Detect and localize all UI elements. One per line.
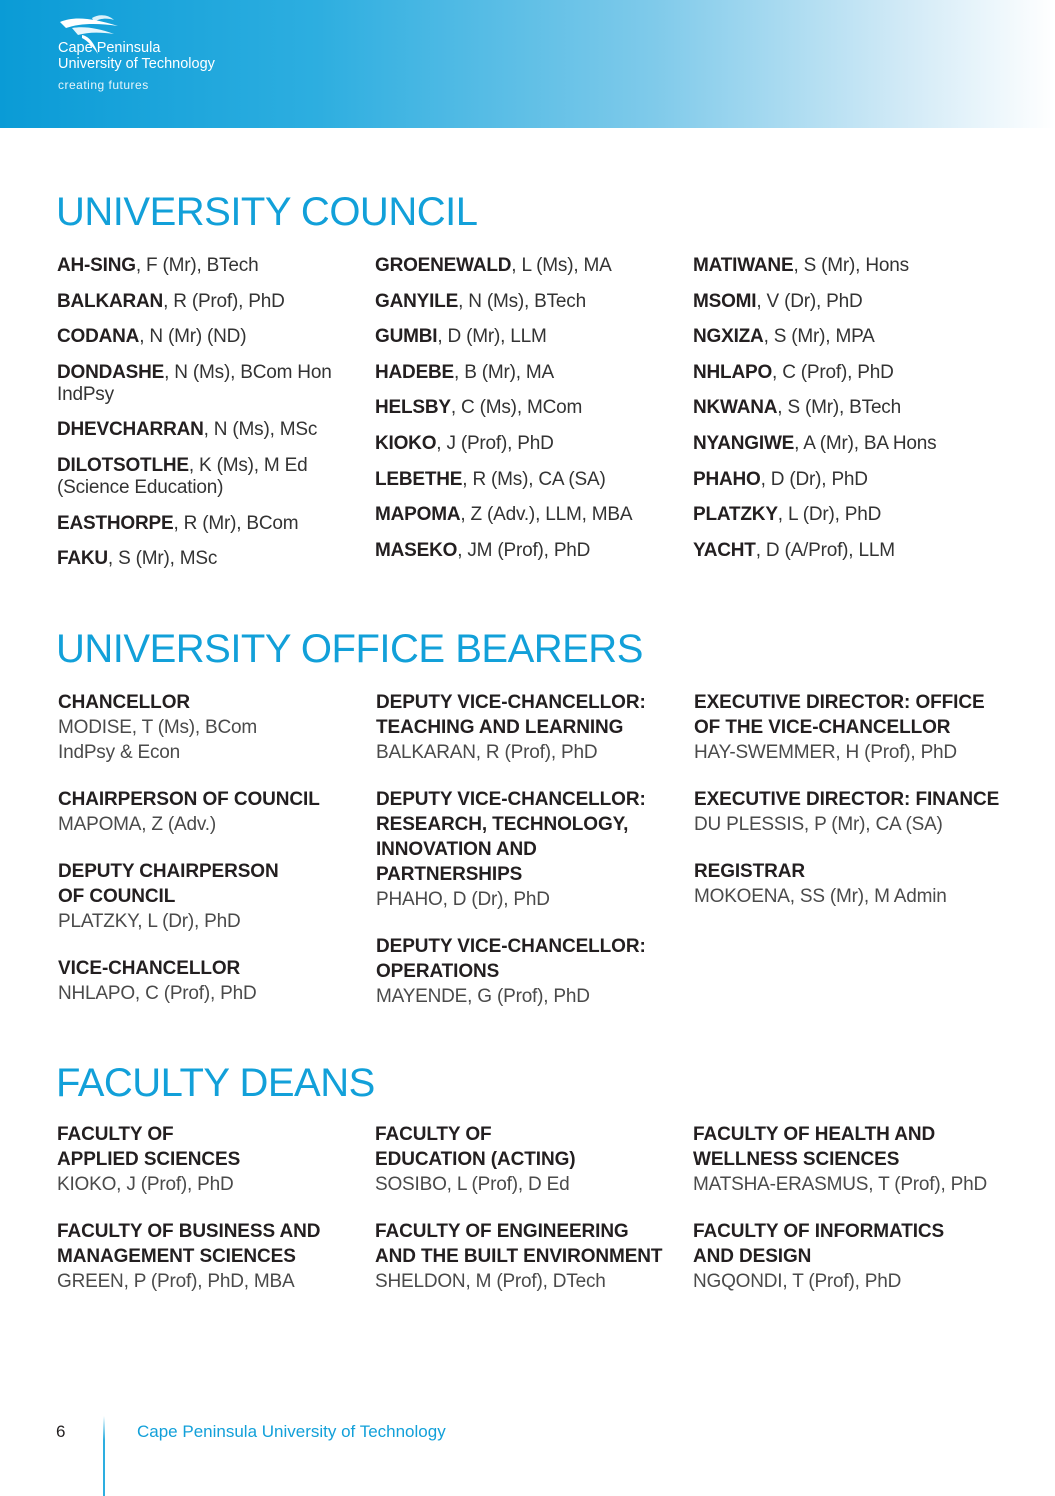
council-member-details: , K (Ms), M Ed (Science Education) xyxy=(57,454,308,498)
council-member-surname: NGXIZA xyxy=(693,326,764,348)
council-member xyxy=(693,504,993,526)
council-member-details: , D (Dr), PhD xyxy=(760,468,868,490)
deans-column-2 xyxy=(375,1122,690,1316)
council-member-surname: YACHT xyxy=(693,539,756,561)
faculty-dean-entry xyxy=(693,1122,1013,1197)
logo-text-line1: Cape Peninsula xyxy=(58,40,161,56)
council-member xyxy=(57,548,357,570)
footer-divider xyxy=(103,1416,105,1496)
council-member xyxy=(375,433,675,455)
council-member xyxy=(375,326,675,348)
council-member xyxy=(693,291,993,313)
office-bearers-heading: UNIVERSITY OFFICE BEARERS xyxy=(56,627,643,671)
footer-university-name: Cape Peninsula University of Technology xyxy=(137,1422,446,1441)
council-member-surname: AH-SING xyxy=(57,255,136,276)
council-column-2 xyxy=(375,255,675,575)
council-member-details: , R (Mr), BCom xyxy=(173,512,299,534)
council-member xyxy=(57,326,357,348)
faculty-dean-title: FACULTY OF ENGINEERING AND THE BUILT ENVIRONMENT xyxy=(375,1221,663,1267)
office-bearer-title: CHANCELLOR xyxy=(58,692,190,713)
office-bearer-holder: BALKARAN, R (Prof), PhD xyxy=(376,742,598,763)
faculty-dean-title: FACULTY OF INFORMATICS AND DESIGN xyxy=(693,1221,945,1267)
council-member xyxy=(57,291,357,313)
faculty-dean-holder: MATSHA-ERASMUS, T (Prof), PhD xyxy=(693,1174,988,1195)
office-bearer-title: REGISTRAR xyxy=(694,861,805,882)
office-bearer-holder: HAY-SWEMMER, H (Prof), PhD xyxy=(694,742,957,763)
council-member-surname: HELSBY xyxy=(375,397,451,419)
council-member xyxy=(693,326,993,348)
council-member-surname: NYANGIWE xyxy=(693,432,795,454)
council-member xyxy=(375,504,675,526)
office-bearer-entry xyxy=(694,690,1014,765)
council-member xyxy=(693,469,993,491)
council-column-3 xyxy=(693,255,993,575)
office-bearer-holder: NHLAPO, C (Prof), PhD xyxy=(58,983,257,1004)
council-member xyxy=(693,397,993,419)
council-member xyxy=(375,469,675,491)
council-member-details: , A (Mr), BA Hons xyxy=(794,432,937,454)
council-member-surname: GANYILE xyxy=(375,290,459,312)
logo-text-line2: University of Technology xyxy=(58,56,215,72)
office-bearer-title: DEPUTY VICE-CHANCELLOR: TEACHING AND LEARNING xyxy=(376,692,646,738)
council-member-details: , C (Prof), PhD xyxy=(772,361,894,383)
faculty-dean-entry xyxy=(693,1219,1013,1294)
faculty-dean-title: FACULTY OF BUSINESS AND MANAGEMENT SCIENCES xyxy=(57,1221,321,1267)
council-heading: UNIVERSITY COUNCIL xyxy=(56,190,478,234)
office-bearer-entry xyxy=(58,787,358,837)
office-bearer-holder: MODISE, T (Ms), BCom IndPsy & Econ xyxy=(58,717,258,763)
council-member xyxy=(375,291,675,313)
logo-tagline: creating futures xyxy=(58,78,149,92)
council-member xyxy=(57,455,357,499)
office-bearer-title: DEPUTY CHAIRPERSON OF COUNCIL xyxy=(58,861,279,907)
council-member xyxy=(375,540,675,562)
council-member-details: , S (Mr), Hons xyxy=(793,255,909,276)
council-member-surname: MASEKO xyxy=(375,539,458,561)
office-bearer-holder: MAYENDE, G (Prof), PhD xyxy=(376,986,590,1007)
council-member-details: , B (Mr), MA xyxy=(454,361,555,383)
office-bearer-entry xyxy=(376,934,676,1009)
faculty-dean-title: FACULTY OF APPLIED SCIENCES xyxy=(57,1124,241,1170)
header-banner xyxy=(0,0,1055,128)
council-member xyxy=(375,255,675,277)
office-bearers-column-1 xyxy=(58,690,358,1028)
office-bearer-title: CHAIRPERSON OF COUNCIL xyxy=(58,789,320,810)
office-bearer-entry xyxy=(58,690,358,765)
council-member-surname: BALKARAN xyxy=(57,290,164,312)
office-bearer-holder: MAPOMA, Z (Adv.) xyxy=(58,814,216,835)
faculty-dean-holder: KIOKO, J (Prof), PhD xyxy=(57,1174,234,1195)
council-member-details: , N (Ms), MSc xyxy=(203,419,318,441)
faculty-deans-heading: FACULTY DEANS xyxy=(56,1061,375,1105)
faculty-dean-holder: SOSIBO, L (Prof), D Ed xyxy=(375,1174,570,1195)
council-member-details: , N (Ms), BCom Hon IndPsy xyxy=(57,361,332,405)
council-column-1 xyxy=(57,255,357,584)
council-member-surname: PHAHO xyxy=(693,468,761,490)
council-member-details: , N (Mr) (ND) xyxy=(139,326,247,348)
office-bearer-title: VICE-CHANCELLOR xyxy=(58,958,241,979)
council-member xyxy=(375,362,675,384)
council-member-surname: EASTHORPE xyxy=(57,512,174,534)
council-member-surname: CODANA xyxy=(57,326,140,348)
page-number: 6 xyxy=(56,1422,66,1441)
office-bearer-holder: MOKOENA, SS (Mr), M Admin xyxy=(694,886,947,907)
council-member xyxy=(693,540,993,562)
council-member xyxy=(693,433,993,455)
deans-column-3 xyxy=(693,1122,1013,1316)
office-bearer-title: EXECUTIVE DIRECTOR: OFFICE OF THE VICE-CHANCELLOR xyxy=(694,692,985,738)
council-member-surname: PLATZKY xyxy=(693,504,778,526)
council-member xyxy=(693,362,993,384)
council-member-details: , F (Mr), BTech xyxy=(135,255,259,276)
council-member-surname: MATIWANE xyxy=(693,255,794,276)
office-bearer-title: DEPUTY VICE-CHANCELLOR: RESEARCH, TECHNOLOGY, INNOVATION AND PARTNERSHIPS xyxy=(376,789,646,885)
office-bearer-entry xyxy=(694,859,1014,909)
council-member-surname: GUMBI xyxy=(375,326,438,348)
council-member-details: , R (Prof), PhD xyxy=(163,290,285,312)
faculty-dean-title: FACULTY OF HEALTH AND WELLNESS SCIENCES xyxy=(693,1124,936,1170)
council-member-surname: FAKU xyxy=(57,548,108,570)
office-bearer-holder: PLATZKY, L (Dr), PhD xyxy=(58,911,241,932)
faculty-dean-entry xyxy=(375,1219,690,1294)
faculty-dean-holder: NGQONDI, T (Prof), PhD xyxy=(693,1271,902,1292)
council-member xyxy=(57,513,357,535)
council-member-surname: NHLAPO xyxy=(693,361,773,383)
faculty-dean-holder: SHELDON, M (Prof), DTech xyxy=(375,1271,606,1292)
council-member-details: , J (Prof), PhD xyxy=(436,432,554,454)
council-member-surname: DILOTSOTLHE xyxy=(57,454,189,476)
council-member-surname: DHEVCHARRAN xyxy=(57,419,204,441)
council-member-surname: NKWANA xyxy=(693,397,778,419)
council-member xyxy=(693,255,993,277)
office-bearer-title: DEPUTY VICE-CHANCELLOR: OPERATIONS xyxy=(376,936,646,982)
council-member xyxy=(57,362,357,406)
council-member-surname: MSOMI xyxy=(693,290,757,312)
office-bearer-entry xyxy=(694,787,1014,837)
office-bearer-title: EXECUTIVE DIRECTOR: FINANCE xyxy=(694,789,1000,810)
council-member-details: , L (Ms), MA xyxy=(511,255,612,276)
faculty-dean-holder: GREEN, P (Prof), PhD, MBA xyxy=(57,1271,295,1292)
council-member-details: , N (Ms), BTech xyxy=(458,290,586,312)
deans-column-1 xyxy=(57,1122,357,1316)
council-member-surname: DONDASHE xyxy=(57,361,165,383)
council-member-surname: GROENEWALD xyxy=(375,255,512,276)
council-member-details: , S (Mr), MPA xyxy=(763,326,875,348)
council-member-details: , D (A/Prof), LLM xyxy=(755,539,895,561)
council-member-details: , V (Dr), PhD xyxy=(756,290,863,312)
council-member xyxy=(57,255,357,277)
council-member-details: , D (Mr), LLM xyxy=(437,326,547,348)
council-member-details: , S (Mr), BTech xyxy=(777,397,901,419)
office-bearer-entry xyxy=(58,956,358,1006)
council-member-details: , S (Mr), MSc xyxy=(107,548,218,570)
office-bearer-holder: DU PLESSIS, P (Mr), CA (SA) xyxy=(694,814,943,835)
office-bearer-entry xyxy=(376,787,676,912)
faculty-dean-entry xyxy=(57,1219,357,1294)
office-bearer-holder: PHAHO, D (Dr), PhD xyxy=(376,889,550,910)
council-member xyxy=(57,419,357,441)
council-member-details: , L (Dr), PhD xyxy=(777,504,882,526)
faculty-dean-entry xyxy=(375,1122,690,1197)
council-member-details: , C (Ms), MCom xyxy=(450,397,583,419)
council-member-surname: MAPOMA xyxy=(375,504,461,526)
faculty-dean-title: FACULTY OF EDUCATION (ACTING) xyxy=(375,1124,576,1170)
council-member-details: , Z (Adv.), LLM, MBA xyxy=(460,504,633,526)
office-bearer-entry xyxy=(376,690,676,765)
office-bearers-column-3 xyxy=(694,690,1014,931)
faculty-dean-entry xyxy=(57,1122,357,1197)
council-member-details: , JM (Prof), PhD xyxy=(457,539,591,561)
council-member-surname: LEBETHE xyxy=(375,468,463,490)
office-bearers-column-2 xyxy=(376,690,676,1031)
council-member-surname: KIOKO xyxy=(375,432,437,454)
council-member-surname: HADEBE xyxy=(375,361,455,383)
office-bearer-entry xyxy=(58,859,358,934)
council-member xyxy=(375,397,675,419)
council-member-details: , R (Ms), CA (SA) xyxy=(462,468,606,490)
